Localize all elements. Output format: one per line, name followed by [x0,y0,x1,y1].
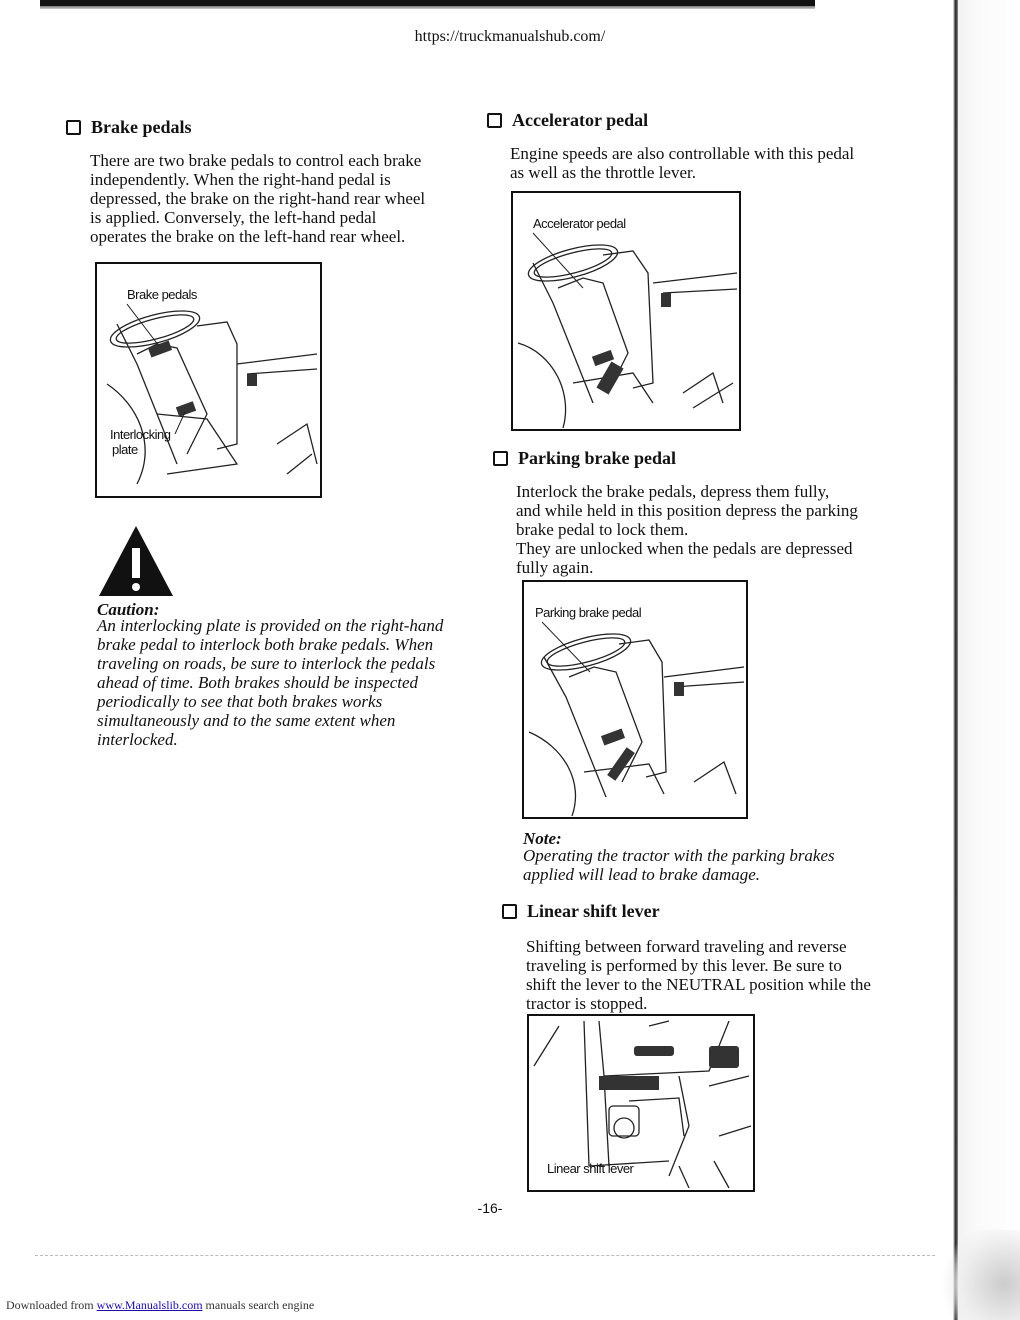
text-line: fully again. [516,558,594,577]
text-line: brake pedal to lock them. [516,520,689,539]
accelerator-pedal-title: Accelerator pedal [512,110,649,130]
linear-shift-lever-figure [527,1014,755,1192]
text-line: and while held in this position depress the parking [516,501,858,520]
text-line: brake pedal to interlock both brake pedals. When [97,635,434,654]
caution-title: Caution: [97,600,160,619]
text-line: is applied. Conversely, the left-hand pedal [90,208,377,227]
text-line: They are unlocked when the pedals are depressed [516,539,853,558]
text-line: Operating the tractor with the parking brakes [523,846,835,865]
text-line: operates the brake on the left-hand rear wheel. [90,227,406,246]
text-line: depressed, the brake on the right-hand rear wheel [90,189,426,208]
brake-pedals-title: Brake pedals [91,117,192,137]
text-line: interlocked. [97,730,178,749]
scan-corner-shadow [940,1230,1020,1320]
brake-pedals-heading [66,117,192,138]
note-text [523,846,923,884]
text-line: tractor is stopped. [526,994,648,1013]
manualslib-link[interactable]: www.Manualslib.com [96,1298,203,1312]
interlocking-plate-callout-1: Interlocking [110,427,171,442]
checkbox-icon [66,120,81,135]
linear-shift-lever-heading [502,901,660,922]
interlocking-plate-callout-2: plate [112,442,138,457]
text-line: Interlock the brake pedals, depress them fully, [516,482,830,501]
checkbox-icon [502,904,517,919]
linear-shift-lever-text [526,937,926,1013]
scan-top-edge [40,0,815,9]
text-line: Engine speeds are also controllable with this pedal [510,144,855,163]
accelerator-pedal-heading [487,110,648,131]
scan-right-shadow [958,0,1020,1320]
footer-suffix: manuals search engine [202,1298,315,1312]
parking-brake-pedal-title: Parking brake pedal [518,448,677,468]
warning-triangle-icon [97,524,175,598]
checkbox-icon [493,451,508,466]
text-line: There are two brake pedals to control each brake [90,151,422,170]
text-line: applied will lead to brake damage. [523,865,761,884]
text-line: Shifting between forward traveling and reverse [526,937,847,956]
parking-brake-pedal-text [516,482,916,577]
text-line: simultaneously and to the same extent when [97,711,396,730]
scan-binding-edge [953,0,958,1320]
brake-pedals-text [90,151,470,246]
text-line: shift the lever to the NEUTRAL position while the [526,975,871,994]
page-number: -16- [477,1200,503,1216]
scan-footer-line [35,1255,935,1257]
accelerator-pedal-callout: Accelerator pedal [533,216,626,231]
download-footer [6,1298,314,1313]
text-line: as well as the throttle lever. [510,163,696,182]
parking-brake-pedal-figure [522,580,748,819]
text-line: ahead of time. Both brakes should be inspected [97,673,419,692]
checkbox-icon [487,113,502,128]
caution-text [97,616,497,749]
text-line: An interlocking plate is provided on the right-hand [97,616,444,635]
header-url[interactable]: https://truckmanualshub.com/ [414,28,606,45]
accelerator-pedal-figure [511,191,741,431]
footer-prefix: Downloaded from [6,1298,97,1312]
parking-brake-pedal-callout: Parking brake pedal [535,605,642,620]
text-line: periodically to see that both brakes works [97,692,383,711]
brake-pedals-callout: Brake pedals [127,287,197,302]
linear-shift-lever-callout: Linear shift lever [547,1161,634,1176]
accelerator-pedal-text [510,144,910,182]
text-line: independently. When the right-hand pedal is [90,170,391,189]
brake-pedals-figure [95,262,322,498]
note-title: Note: [523,829,562,848]
parking-brake-pedal-heading [493,448,676,469]
text-line: traveling is performed by this lever. Be sure to [526,956,842,975]
linear-shift-lever-title: Linear shift lever [527,901,660,921]
text-line: traveling on roads, be sure to interlock the pedals [97,654,436,673]
